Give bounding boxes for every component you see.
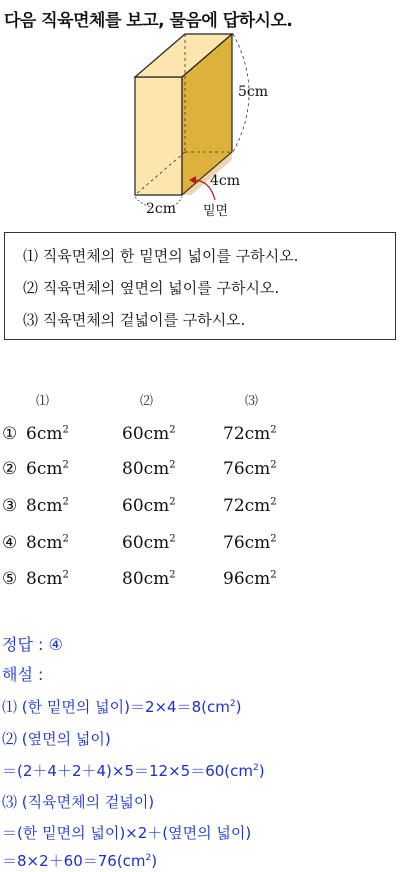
question-3: ⑶ 직육면체의 겉넓이를 구하시오.: [23, 311, 246, 329]
option-1[interactable]: ① $6cm^2$ $60cm^2$ $72cm^2$: [2, 424, 277, 444]
option-number: ⑤: [2, 569, 18, 589]
option-number: ②: [2, 459, 18, 479]
option-value: 72cm: [223, 424, 271, 444]
solution-line-5: ＝(한 밑면의 넓이)×2＋(옆면의 넓이): [2, 824, 252, 842]
option-value: 76cm: [223, 459, 271, 479]
question-2: ⑵ 직육면체의 옆면의 넓이를 구하시오.: [23, 279, 280, 297]
option-number: ①: [2, 424, 18, 444]
height-label: 5cm: [238, 84, 269, 100]
option-value: 72cm: [223, 496, 271, 516]
question-box: [4, 232, 396, 340]
depth-label: 4cm: [210, 173, 241, 189]
answer-line: 정답 : ④: [2, 635, 63, 654]
base-label: 밑면: [203, 204, 229, 219]
cuboid-figure: [125, 28, 285, 218]
explanation-label: 해설 :: [2, 665, 44, 684]
question-1: ⑴ 직육면체의 한 밑면의 넓이를 구하시오.: [23, 247, 299, 265]
solution-line-1: ⑴ (한 밑면의 넓이)$=2\times 4=8(cm^2)$: [2, 698, 242, 716]
col-header-2: ⑵: [140, 394, 154, 409]
col-header-3: ⑶: [245, 394, 259, 409]
option-value: 60cm: [122, 533, 170, 553]
option-value: 8cm: [26, 496, 63, 516]
option-value: 8cm: [26, 533, 63, 553]
option-number: ③: [2, 496, 18, 516]
option-2[interactable]: ② $6cm^2$ $80cm^2$ $76cm^2$: [2, 459, 277, 479]
option-5[interactable]: ⑤ $8cm^2$ $80cm^2$ $96cm^2$: [2, 569, 277, 589]
width-label: 2cm: [146, 201, 177, 217]
problem-title: 다음 직육면체를 보고, 물음에 답하시오.: [4, 11, 293, 31]
option-value: 6cm: [26, 424, 63, 444]
solution-line-6: $=8\times 2+60=76(cm^2)$: [2, 852, 158, 870]
option-value: 80cm: [122, 459, 170, 479]
option-value: 8cm: [26, 569, 63, 589]
option-4[interactable]: ④ $8cm^2$ $60cm^2$ $76cm^2$: [2, 533, 277, 553]
solution-line-2: ⑵ (옆면의 넓이): [2, 730, 111, 748]
option-value: 60cm: [122, 496, 170, 516]
col-header-1: ⑴: [36, 394, 50, 409]
option-3[interactable]: ③ $8cm^2$ $60cm^2$ $72cm^2$: [2, 496, 277, 516]
option-value: 80cm: [122, 569, 170, 589]
front-face: [135, 77, 182, 195]
option-number: ④: [2, 533, 18, 553]
solution-line-4: ⑶ (직육면체의 겉넓이): [2, 793, 155, 811]
option-value: 6cm: [26, 459, 63, 479]
solution-line-3: $=(2+4+2+4)\times 5=12\times 5=60(cm^2)$: [2, 762, 265, 780]
option-value: 76cm: [223, 533, 271, 553]
option-value: 96cm: [223, 569, 271, 589]
option-value: 60cm: [122, 424, 170, 444]
